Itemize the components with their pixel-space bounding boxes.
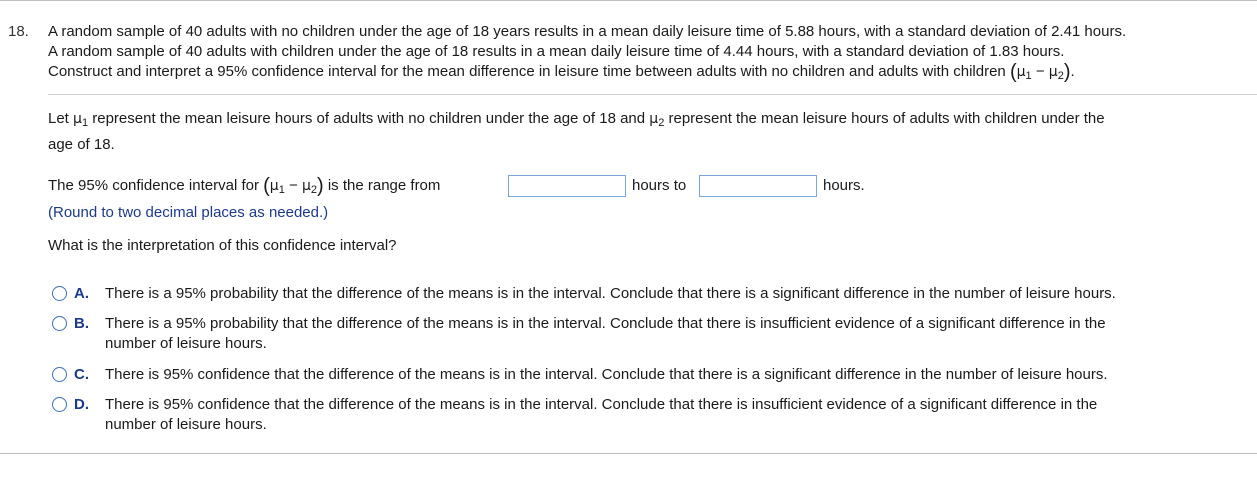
hours-to-label: hours to xyxy=(632,177,687,194)
variable-definition xyxy=(48,106,1257,158)
question-number: 18. xyxy=(8,23,29,40)
radio-button-c[interactable] xyxy=(52,367,67,382)
mu2-symbol: μ xyxy=(649,111,659,127)
option-letter: A. xyxy=(74,285,89,302)
definition-line-2: age of 18. xyxy=(48,136,115,153)
stem-line-3-text: Construct and interpret a 95% confidence interval for the mean difference in leisure time between adults with no children and adults with children xyxy=(48,63,1006,80)
radio-button-d[interactable] xyxy=(52,397,67,412)
ci-expression: $(\mu_1 - \mu_2)$ xyxy=(263,175,324,197)
question-stem xyxy=(48,22,1257,82)
option-text: There is 95% confidence that the difference of the means is in the interval. Conclude that there is insufficient evidence of a significant difference in the number of leisure hours. xyxy=(105,396,1098,433)
stem-line-1: A random sample of 40 adults with no children under the age of 18 years results in a mean daily leisure time of 5.88 hours, with a standard deviation of 2.41 hours. xyxy=(48,23,1127,40)
mean-difference-expression: $(\mu_1 - \mu_2)$ xyxy=(1009,61,1071,83)
hours-end-label: hours. xyxy=(823,177,865,194)
mu1-symbol: μ xyxy=(73,111,82,127)
upper-bound-input[interactable] xyxy=(699,175,817,197)
option-letter: B. xyxy=(74,315,89,332)
ci-is-range: is the range from xyxy=(327,177,441,194)
section-divider xyxy=(48,94,1257,95)
option-letter: D. xyxy=(74,396,89,413)
stem-line-3 xyxy=(48,62,1257,82)
definition-line-1: Let $\mu_1$ represent the mean leisure hours of adults with no children under the age of 18 and $\mu_2$ represent the mean leisure hours of adults with children under the xyxy=(48,110,1105,129)
stem-line-2: A random sample of 40 adults with children under the age of 18 results in a mean daily leisure time of 4.44 hours, with a standard deviation of 1.83 hours. xyxy=(48,43,1065,60)
stem-period: . xyxy=(1070,63,1075,80)
confidence-interval-prompt xyxy=(48,174,440,198)
lower-bound-input[interactable] xyxy=(508,175,626,197)
option-text: There is 95% confidence that the difference of the means is in the interval. Conclude that there is a significant difference in the number of leisure hours. xyxy=(105,366,1108,383)
ci-prefix: The 95% confidence interval for xyxy=(48,177,259,194)
radio-button-b[interactable] xyxy=(52,316,67,331)
option-text: There is a 95% probability that the difference of the means is in the interval. Conclude that there is a significant difference in the number of leisure hours. xyxy=(105,285,1116,302)
radio-button-a[interactable] xyxy=(52,286,67,301)
bottom-divider xyxy=(0,453,1257,454)
option-text: There is a 95% probability that the difference of the means is in the interval. Conclude that there is insufficient evidence of a significant difference in the number of leisure hours. xyxy=(105,315,1106,352)
option-letter: C. xyxy=(74,366,89,383)
top-divider xyxy=(0,0,1257,1)
rounding-note: (Round to two decimal places as needed.) xyxy=(48,204,329,221)
interpretation-prompt: What is the interpretation of this confidence interval? xyxy=(48,237,397,254)
